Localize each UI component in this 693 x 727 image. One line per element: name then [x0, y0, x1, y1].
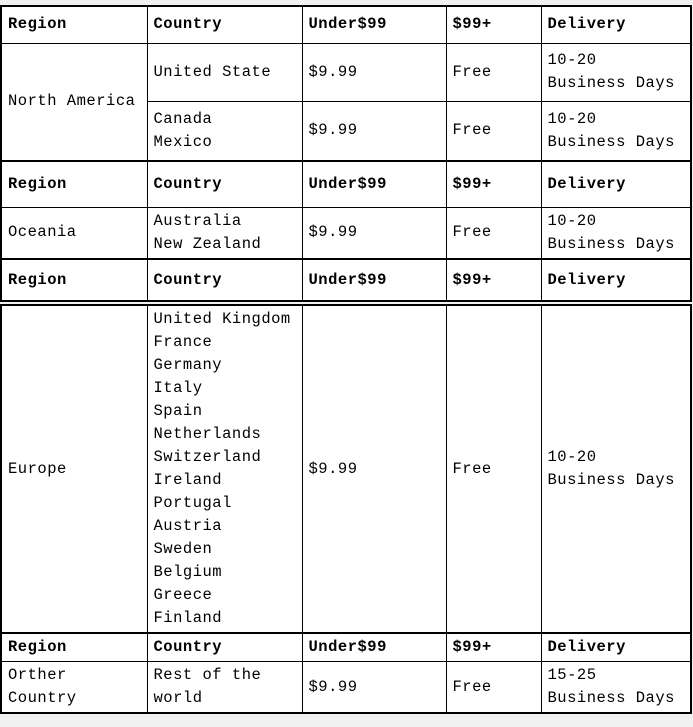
- column-header-country: Country: [147, 161, 302, 207]
- column-header-delivery: Delivery: [541, 633, 691, 662]
- column-header-under99: Under$99: [302, 161, 446, 207]
- cell-under99-orther-country: $9.99: [302, 662, 446, 714]
- cell-country-canada-mexico: Canada Mexico: [147, 101, 302, 161]
- cell-over99-europe: Free: [446, 305, 541, 633]
- column-header-region: Region: [1, 161, 147, 207]
- shipping-table-oceania: [0, 160, 692, 260]
- column-header-delivery: Delivery: [541, 6, 691, 43]
- column-header-region: Region: [1, 633, 147, 662]
- cell-region-north-america: North America: [1, 43, 147, 161]
- cell-over99-oceania: Free: [446, 207, 541, 259]
- cell-over99-canada-mexico: Free: [446, 101, 541, 161]
- cell-country-europe: United Kingdom France Germany Italy Spain Netherlands Switzerland Ireland Portugal Austria Sweden Belgium Greece Finland: [147, 305, 302, 633]
- header-row: [1, 6, 691, 43]
- table-row-united-state: [1, 43, 691, 101]
- column-header-region: Region: [1, 6, 147, 43]
- cell-region-orther-country: Orther Country: [1, 662, 147, 714]
- shipping-table-europe-header: [0, 258, 692, 302]
- shipping-table-north-america: [0, 5, 692, 162]
- table-row-europe: [1, 305, 691, 633]
- column-header-over99: $99+: [446, 6, 541, 43]
- column-header-under99: Under$99: [302, 633, 446, 662]
- cell-under99-oceania: $9.99: [302, 207, 446, 259]
- cell-country-orther-country: Rest of the world: [147, 662, 302, 714]
- cell-country-united-state: United State: [147, 43, 302, 101]
- cell-under99-europe: $9.99: [302, 305, 446, 633]
- cell-delivery-europe: 10-20 Business Days: [541, 305, 691, 633]
- column-header-under99: Under$99: [302, 6, 446, 43]
- cell-region-oceania: Oceania: [1, 207, 147, 259]
- column-header-delivery: Delivery: [541, 259, 691, 301]
- cell-delivery-orther-country: 15-25 Business Days: [541, 662, 691, 714]
- cell-delivery-oceania: 10-20 Business Days: [541, 207, 691, 259]
- table-row-oceania: [1, 207, 691, 259]
- column-header-country: Country: [147, 259, 302, 301]
- shipping-table-orther-country: [0, 632, 692, 714]
- column-header-over99: $99+: [446, 633, 541, 662]
- header-row: [1, 161, 691, 207]
- column-header-delivery: Delivery: [541, 161, 691, 207]
- column-header-over99: $99+: [446, 259, 541, 301]
- column-header-country: Country: [147, 633, 302, 662]
- cell-over99-orther-country: Free: [446, 662, 541, 714]
- header-row: [1, 259, 691, 301]
- cell-country-oceania: Australia New Zealand: [147, 207, 302, 259]
- cell-delivery-united-state: 10-20 Business Days: [541, 43, 691, 101]
- column-header-region: Region: [1, 259, 147, 301]
- column-header-under99: Under$99: [302, 259, 446, 301]
- column-header-over99: $99+: [446, 161, 541, 207]
- cell-under99-canada-mexico: $9.99: [302, 101, 446, 161]
- shipping-table-europe: [0, 304, 692, 634]
- cell-region-europe: Europe: [1, 305, 147, 633]
- header-row: [1, 633, 691, 662]
- cell-over99-united-state: Free: [446, 43, 541, 101]
- cell-under99-united-state: $9.99: [302, 43, 446, 101]
- table-row-orther-country: [1, 662, 691, 714]
- cell-delivery-canada-mexico: 10-20 Business Days: [541, 101, 691, 161]
- column-header-country: Country: [147, 6, 302, 43]
